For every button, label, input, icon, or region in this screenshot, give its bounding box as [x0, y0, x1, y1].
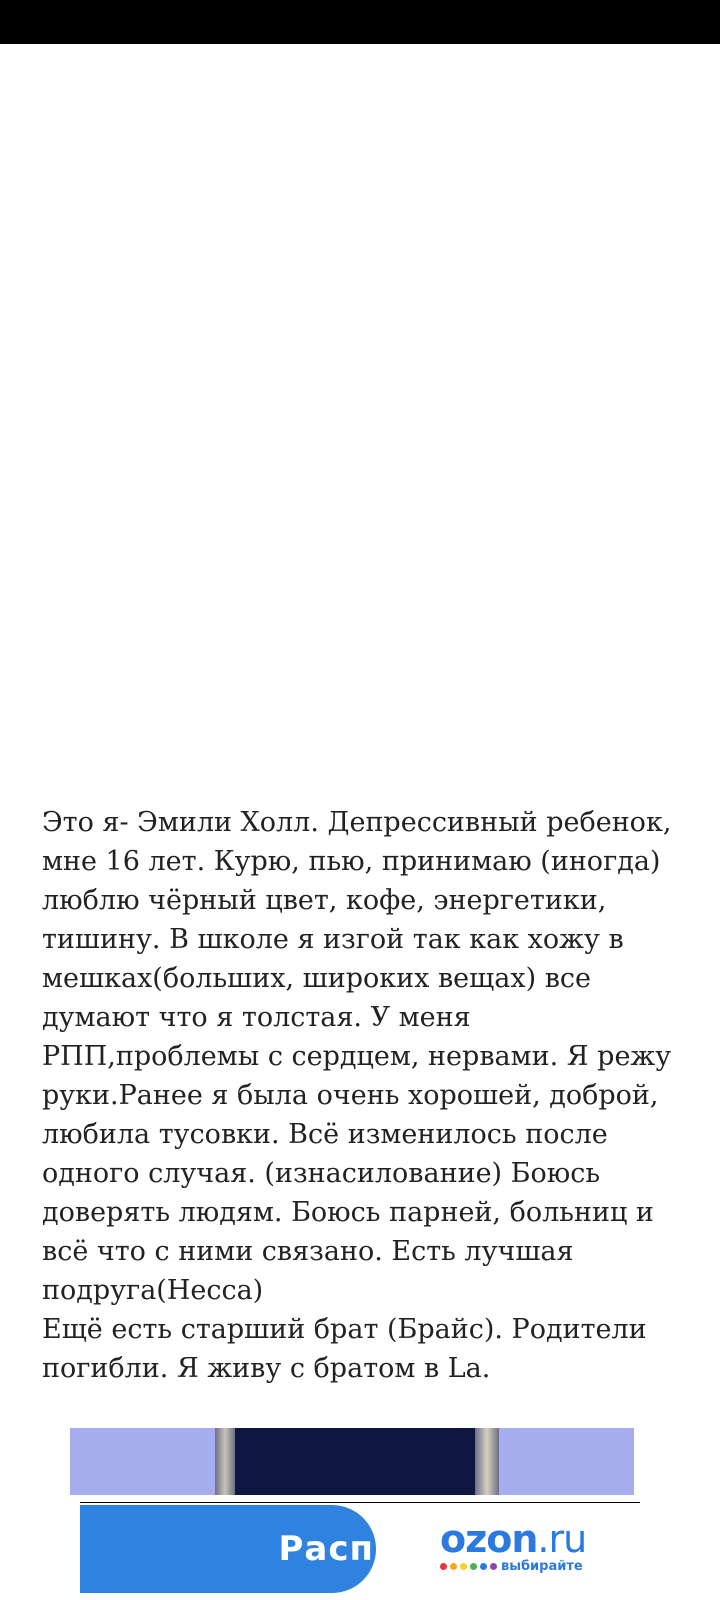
ozon-tagline: выбирайте — [501, 1559, 583, 1574]
color-dot — [460, 1563, 467, 1570]
color-dot — [480, 1563, 487, 1570]
color-dots-icon — [440, 1563, 497, 1570]
story-paragraph: Ещё есть старший брат (Брайс). Родители погибли. Я живу с братом в La. — [42, 1314, 647, 1384]
ozon-suffix: .ru — [537, 1517, 587, 1561]
video-frame-content — [235, 1428, 475, 1495]
ad-divider — [80, 1502, 640, 1503]
ad-cta-button[interactable] — [80, 1505, 376, 1593]
color-dot — [450, 1563, 457, 1570]
color-dot — [440, 1563, 447, 1570]
video-thumbnail[interactable] — [70, 1428, 634, 1495]
frame-edge — [215, 1428, 235, 1495]
status-bar — [0, 0, 720, 44]
ad-banner[interactable] — [80, 1505, 640, 1593]
ad-cta-label: Расп — [278, 1529, 374, 1569]
story-paragraph: Это я- Эмили Холл. Депрессивный ребенок, мне 16 лет. Курю, пью, принимаю (иногда) люблю чёрный цвет, кофе, энергетики, тишину. В школе я изгой так как хожу в мешках(больших, широких вещах) все думают что я толстая. У меня РПП,проблемы с сердцем, нервами. Я режу руки.Ранее я была очень хорошей, доброй, любила тусовки. Всё изменилось после одного случая. (изнасилование) Боюсь доверять людям. Боюсь парней, больниц и всё что с ними связано. Есть лучшая подруга(Несса) — [42, 807, 672, 1306]
ozon-tagline-row — [440, 1559, 640, 1574]
frame-edge — [475, 1428, 499, 1495]
ozon-logo[interactable] — [440, 1519, 640, 1583]
color-dot — [490, 1563, 497, 1570]
ozon-brand: ozon — [440, 1517, 538, 1561]
story-text — [42, 803, 682, 1388]
ozon-wordmark — [440, 1519, 640, 1559]
color-dot — [470, 1563, 477, 1570]
